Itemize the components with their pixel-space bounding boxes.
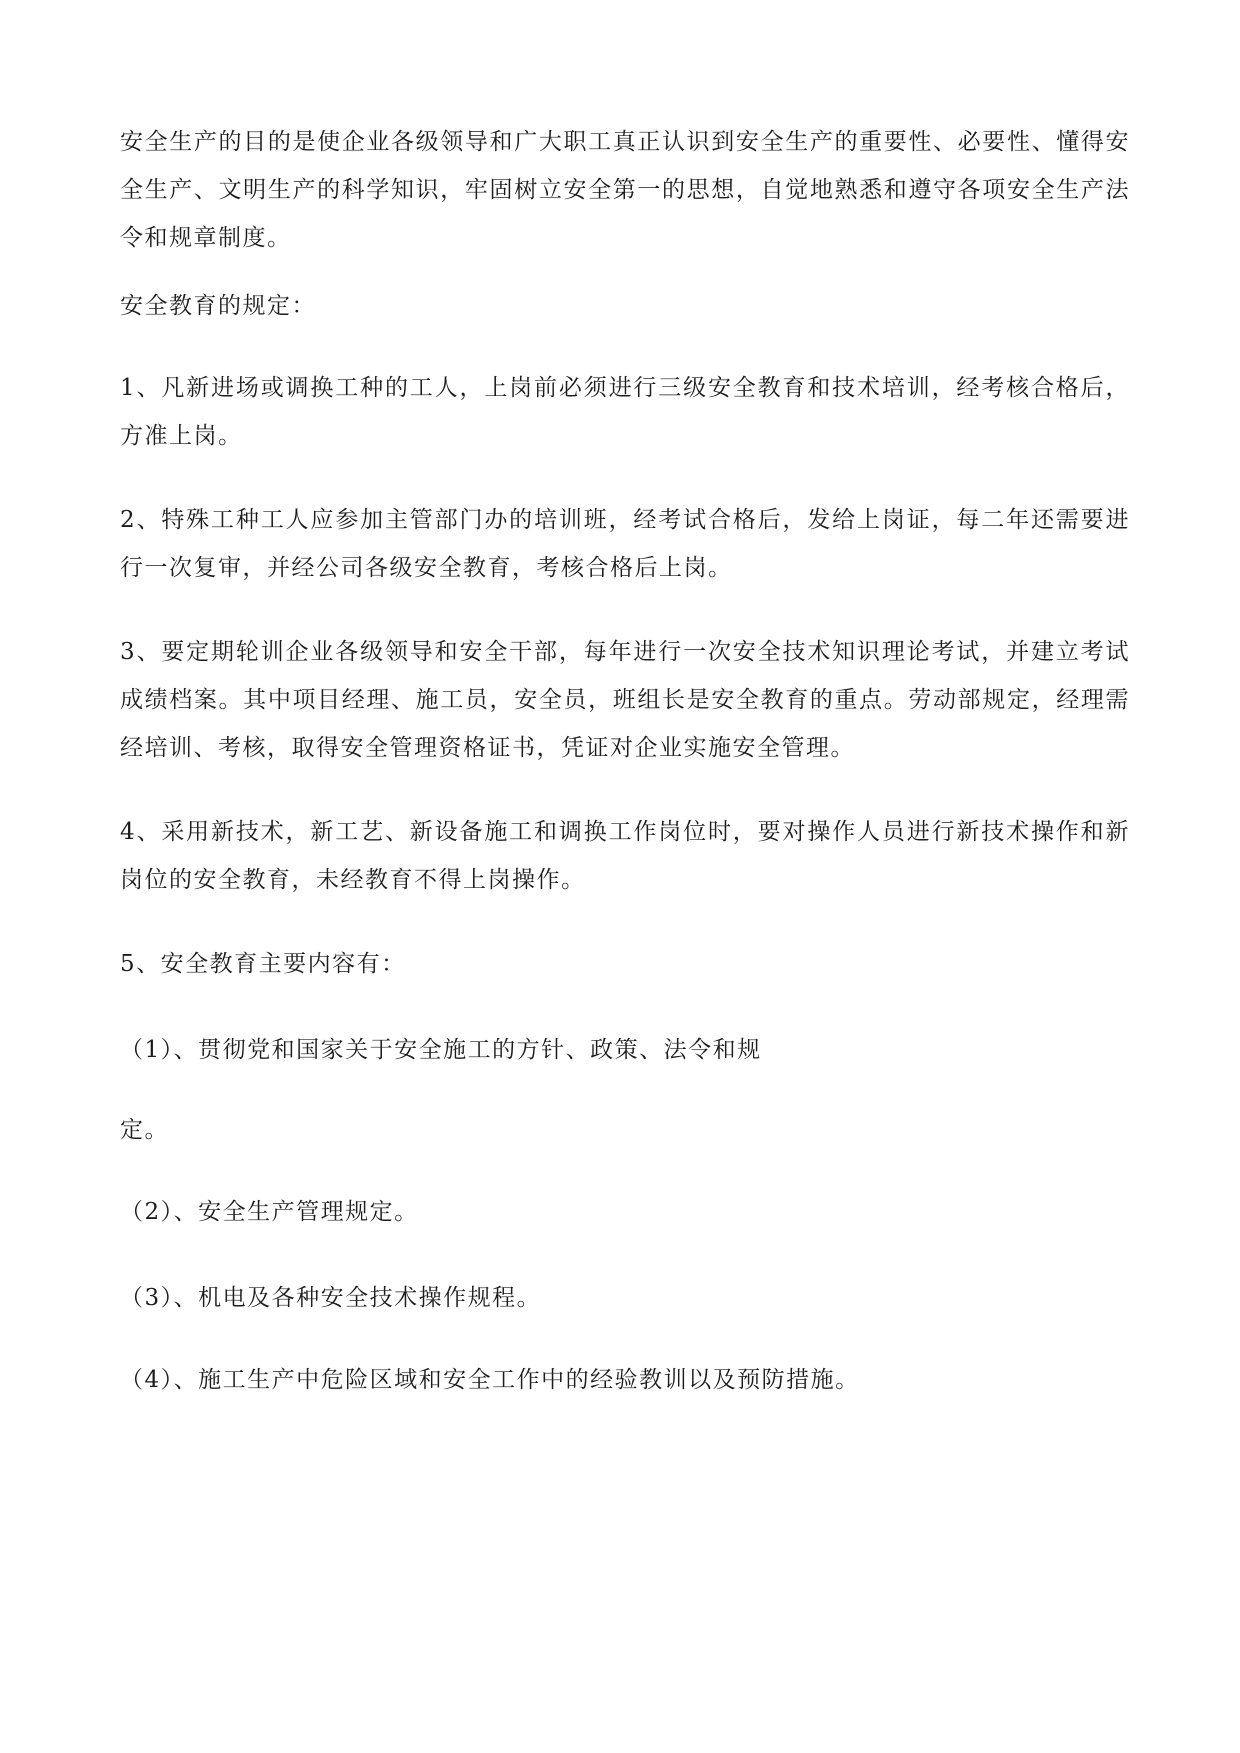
paragraph-rule-2: 2、特殊工种工人应参加主管部门办的培训班，经考试合格后，发给上岗证，每二年还需要进行一次复审，并经公司各级安全教育，考核合格后上岗。: [120, 507, 1130, 581]
list-item-3: （3）、机电及各种安全技术操作规程。: [120, 1285, 542, 1311]
paragraph-rule-3: 3、要定期轮训企业各级领导和安全干部，每年进行一次安全技术知识理论考试，并建立考试成绩档案。其中项目经理、施工员，安全员，班组长是安全教育的重点。劳动部规定，经理需经培训、考核，取得安全管理资格证书，凭证对企业实施安全管理。: [120, 639, 1130, 761]
list-item-1-continuation: 定。: [120, 1117, 169, 1143]
paragraph-education-rules-heading: 安全教育的规定：: [120, 293, 316, 319]
list-item-2: （2）、安全生产管理规定。: [120, 1199, 419, 1225]
paragraph-safety-purpose: 安全生产的目的是使企业各级领导和广大职工真正认识到安全生产的重要性、必要性、懂得安全生产、文明生产的科学知识，牢固树立安全第一的思想，自觉地熟悉和遵守各项安全生产法令和规章制度。: [120, 129, 1130, 251]
list-item-1: （1）、贯彻党和国家关于安全施工的方针、政策、法令和规: [120, 1037, 762, 1063]
paragraph-rule-1: 1、凡新进场或调换工种的工人，上岗前必须进行三级安全教育和技术培训，经考核合格后，方准上岗。: [120, 375, 1130, 449]
paragraph-rule-5-heading: 5、安全教育主要内容有：: [120, 951, 406, 977]
list-item-4: （4）、施工生产中危险区域和安全工作中的经验教训以及预防措施。: [120, 1367, 860, 1393]
paragraph-rule-4: 4、采用新技术，新工艺、新设备施工和调换工作岗位时，要对操作人员进行新技术操作和新岗位的安全教育，未经教育不得上岗操作。: [120, 819, 1130, 893]
